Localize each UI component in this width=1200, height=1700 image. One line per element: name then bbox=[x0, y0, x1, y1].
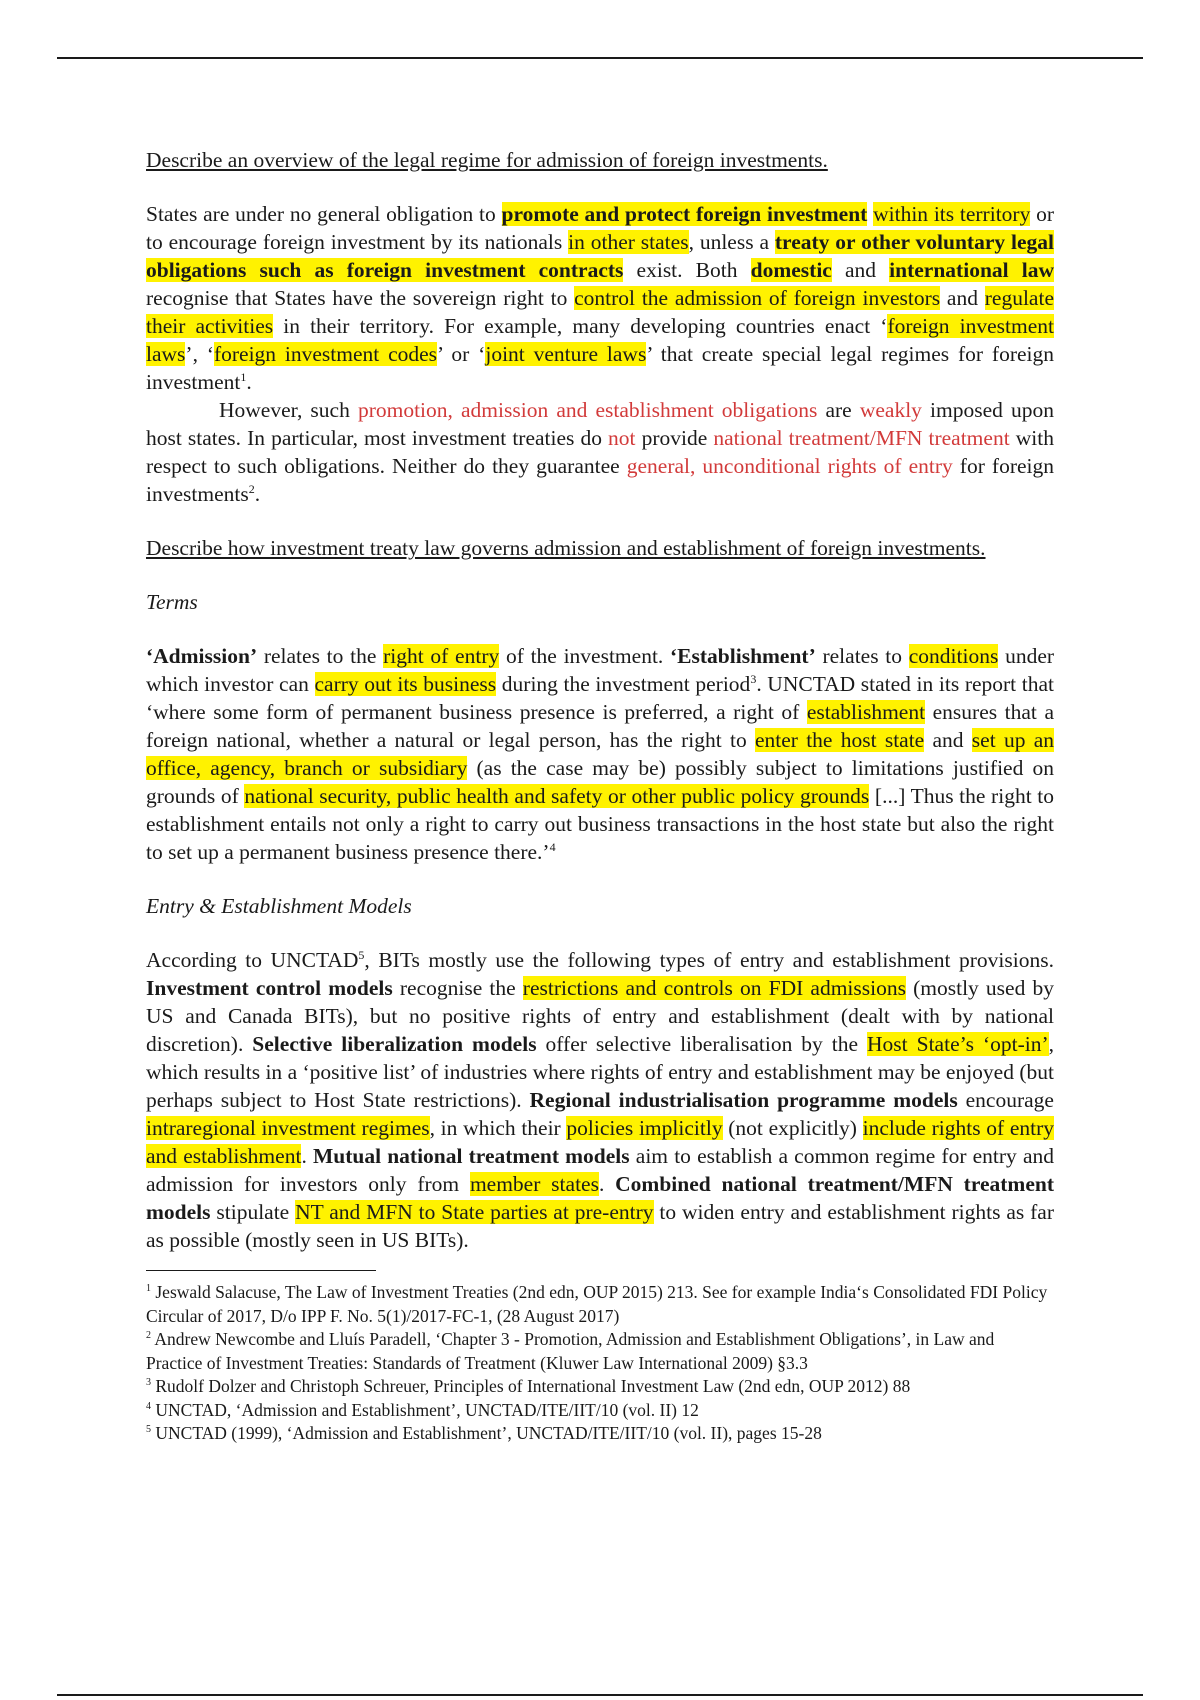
highlight-policies-implicitly: policies implicitly bbox=[566, 1116, 723, 1140]
highlight-jv-laws: joint venture laws bbox=[485, 342, 647, 366]
heading-overview: Describe an overview of the legal regime for admission of foreign investments. bbox=[146, 148, 828, 172]
red-text-obligations: promotion, admission and establishment obligations bbox=[357, 398, 818, 422]
highlight-nt-mfn-pre-entry: NT and MFN to State parties at pre-entry bbox=[295, 1200, 654, 1224]
highlight-within-territory: within its territory bbox=[873, 202, 1031, 226]
red-text-weakly: weakly bbox=[859, 398, 922, 422]
footer-rule bbox=[57, 1694, 1143, 1696]
highlight-include-rights: include rights of entry and establishment bbox=[146, 1116, 1055, 1168]
highlight-national-security: national security, public health and safety or other public policy grounds bbox=[244, 784, 870, 808]
paragraph-however: However, such promotion, admission and establishment obligations are weakly imposed upon host states. In particular, most investment treaties do not provide national treatment/MFN treatment with respect to such obligations. Neither do they guarantee general, unconditional rights of entry for foreign investments$^2$. bbox=[146, 398, 1055, 506]
paragraph-models: According to UNCTAD$^5$, BITs mostly use the following types of entry and establishment provisions. Investment control models recognise the restrictions and controls on FDI admissions (mostly used by US and Canada BITs), but no positive rights of entry and establishment (dealt with by national discretion). Selective liberalization models offer selective liberalisation by the Host State’s ‘opt-in’, which results in a ‘positive list’ of industries where rights of entry and establishment may be enjoyed (but perhaps subject to Host State restrictions). Regional industrialisation programme models encourage intraregional investment regimes, in which their policies implicitly (not explicitly) include rights of entry and establishment. Mutual national treatment models aim to establish a common regime for entry and admission for investors only from member states. Combined national treatment/MFN treatment models stipulate NT and MFN to State parties at pre-entry to widen entry and establishment rights as far as possible (mostly seen in US BITs). bbox=[146, 947, 1055, 1252]
footnote-5: $^5$ UNCTAD (1999), ‘Admission and Establishment’, UNCTAD/ITE/IIT/10 (vol. II), pages 15-28 bbox=[146, 1423, 822, 1443]
highlight-other-states: in other states bbox=[568, 230, 689, 254]
footnote-ref-1[interactable]: 1 bbox=[240, 369, 247, 384]
highlight-domestic: domestic bbox=[750, 258, 832, 282]
highlight-intraregional: intraregional investment regimes bbox=[146, 1116, 430, 1140]
highlight-control-admission: control the admission of foreign investors bbox=[574, 286, 941, 310]
highlight-regulate-activities: regulate their activities bbox=[146, 286, 1054, 338]
footnote-1: $^1$ Jeswald Salacuse, The Law of Investment Treaties (2nd edn, OUP 2015) 213. See for example India‘s Consolidated FDI Policy Circular of 2017, D/o IPP F. No. 5(1)/2017-FC-1, (28 August 2017) bbox=[146, 1282, 1048, 1326]
highlight-promote-protect: promote and protect foreign investment bbox=[501, 202, 868, 226]
subheading-terms: Terms bbox=[146, 590, 198, 614]
header-rule bbox=[57, 57, 1143, 59]
red-text-not: not bbox=[608, 426, 636, 450]
subheading-models: Entry & Establishment Models bbox=[146, 894, 412, 918]
footnote-ref-4[interactable]: 4 bbox=[549, 839, 556, 854]
footnote-3: $^3$ Rudolf Dolzer and Christoph Schreuer, Principles of International Investment Law (2nd edn, OUP 2012) 88 bbox=[146, 1376, 911, 1396]
footnote-separator bbox=[146, 1270, 376, 1271]
highlight-restrictions-controls: restrictions and controls on FDI admissions bbox=[522, 976, 906, 1000]
highlight-enter-host-state: enter the host state bbox=[754, 728, 925, 752]
highlight-carry-out-business: carry out its business bbox=[314, 672, 497, 696]
heading-treaty-law: Describe how investment treaty law governs admission and establishment of foreign investments. bbox=[146, 536, 986, 560]
footnote-ref-3[interactable]: 3 bbox=[750, 671, 757, 686]
footnote-ref-2[interactable]: 2 bbox=[248, 481, 255, 496]
highlight-establishment: establishment bbox=[806, 700, 926, 724]
red-text-nt-mfn: national treatment/MFN treatment bbox=[713, 426, 1010, 450]
paragraph-overview: States are under no general obligation to promote and protect foreign investment within its territory or to encourage foreign investment by its nationals in other states, unless a treaty or other voluntary legal obligations such as foreign investment contracts exist. Both domestic and international law recognise that States have the sovereign right to control the admission of foreign investors and regulate their activities in their territory. For example, many developing countries enact ‘foreign investment laws’, ‘foreign investment codes’ or ‘joint venture laws’ that create special legal regimes for foreign investment$^1$. bbox=[146, 202, 1055, 394]
highlight-treaty-obligations: treaty or other voluntary legal obligations such as foreign investment contracts bbox=[146, 230, 1054, 282]
highlight-international-law: international law bbox=[889, 258, 1055, 282]
highlight-right-of-entry: right of entry bbox=[383, 644, 500, 668]
highlight-set-up-office: set up an office, agency, branch or subsidiary bbox=[146, 728, 1054, 780]
footnote-4: $^4$ UNCTAD, ‘Admission and Establishment’, UNCTAD/ITE/IIT/10 (vol. II) 12 bbox=[146, 1399, 699, 1420]
highlight-fi-laws: foreign investment laws bbox=[146, 314, 1054, 366]
highlight-conditions: conditions bbox=[908, 644, 999, 668]
footnote-ref-5[interactable]: 5 bbox=[358, 947, 365, 962]
paragraph-terms: ‘Admission’ relates to the right of entry of the investment. ‘Establishment’ relates to conditions under which investor can carry out its business during the investment period$^3$. UNCTAD stated in its report that ‘where some form of permanent business presence is preferred, a right of establishment ensures that a foreign national, whether a natural or legal person, has the right to enter the host state and set up an office, agency, branch or subsidiary (as the case may be) possibly subject to limitations justified on grounds of national security, public health and safety or other public policy grounds [...] Thus the right to establishment entails not only a right to carry out business transactions in the host state but also the right to set up a permanent business presence there.’$^4$ bbox=[146, 644, 1055, 864]
highlight-fi-codes: foreign investment codes bbox=[213, 342, 438, 366]
highlight-member-states: member states bbox=[469, 1172, 599, 1196]
footnote-2: $^2$ Andrew Newcombe and Lluís Paradell, ‘Chapter 3 - Promotion, Admission and Establishment Obligations’, in Law and Practice of Investment Treaties: Standards of Treatment (Kluwer Law International 2009) §3.3 bbox=[146, 1329, 995, 1373]
highlight-opt-in: Host State’s ‘opt-in’ bbox=[867, 1032, 1049, 1056]
red-text-rights-entry: general, unconditional rights of entry bbox=[626, 454, 953, 478]
document-body bbox=[146, 146, 1054, 1446]
